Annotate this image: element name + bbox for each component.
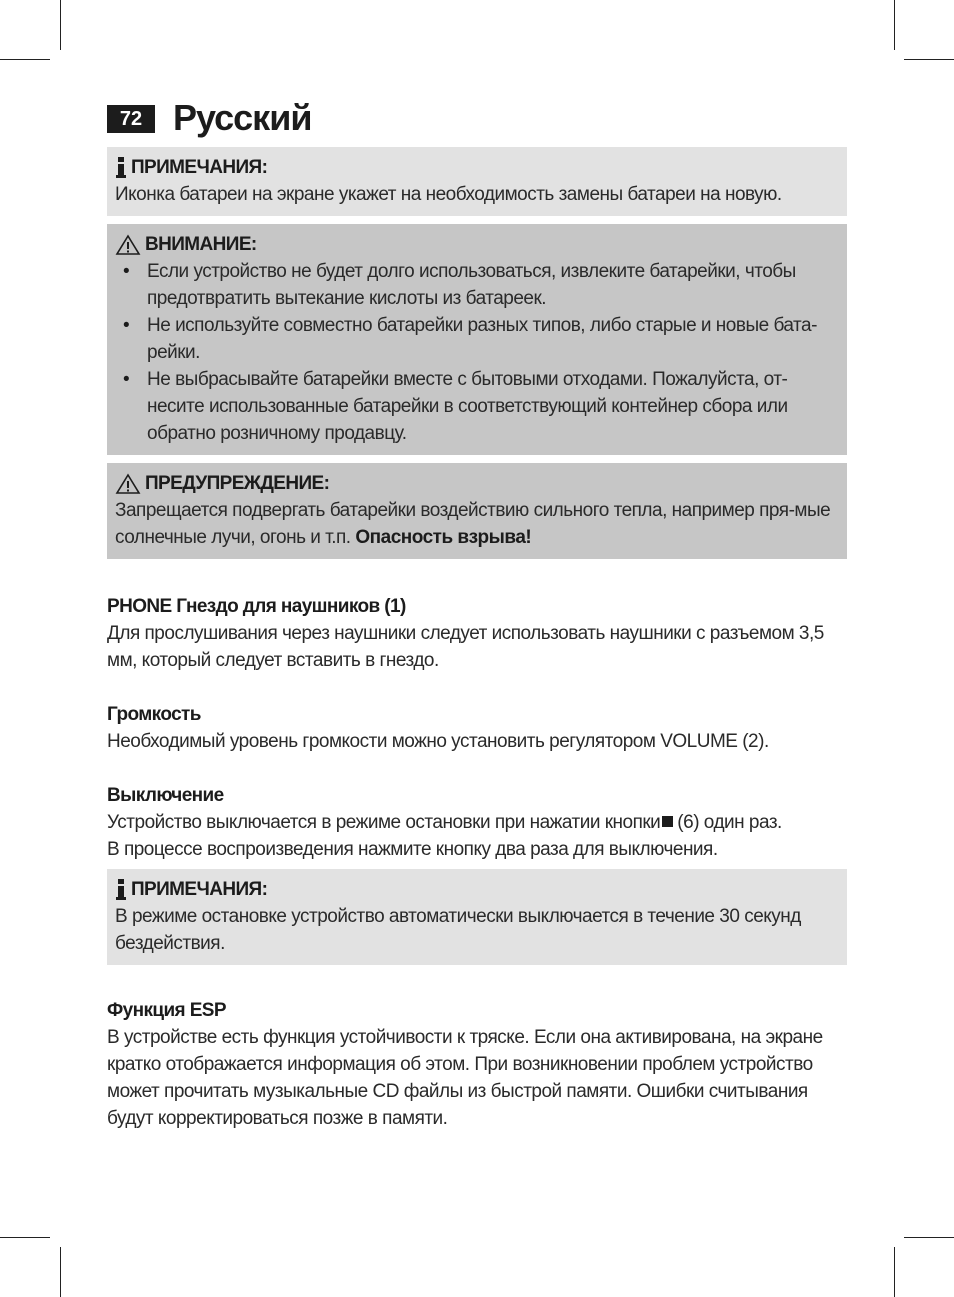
warning-text: [115, 497, 839, 551]
section-title: Функция ESP: [107, 1000, 226, 1021]
note-text: Иконка батареи на экране укажет на необходимость замены батареи на новую.: [115, 184, 782, 205]
shutdown-line1-end: (6) один раз.: [677, 812, 782, 833]
note-box: [107, 869, 847, 965]
note-text: В режиме остановке устройство автоматически выключается в течение 30 секунд бездействия.: [115, 906, 801, 954]
section-title: Выключение: [107, 785, 224, 806]
crop-mark: [0, 59, 50, 60]
warning-emphasis: Опасность взрыва!: [355, 527, 532, 548]
note-title: ПРИМЕЧАНИЯ:: [131, 157, 268, 178]
list-item: • Не выбрасывайте батарейки вместе с бытовыми отходами. Пожалуйста, от-несите использованные батарейки в соответствующий контейнер сбора или обратно розничному продавцу.: [115, 366, 839, 447]
page-title: Русский: [173, 97, 312, 138]
attention-list: [115, 258, 839, 447]
section-text: В процессе воспроизведения нажмите кнопку два раза для выключения.: [107, 839, 718, 860]
section-title: Громкость: [107, 704, 201, 725]
attention-box: [107, 224, 847, 455]
warning-triangle-icon: [115, 473, 141, 495]
stop-square-icon: [662, 816, 673, 827]
warning-title: ПРЕДУПРЕЖДЕНИЕ:: [145, 473, 330, 494]
shutdown-line1: Устройство выключается в режиме остановки при нажатии кнопки: [107, 812, 661, 833]
attention-title: ВНИМАНИЕ:: [145, 234, 257, 255]
volume-section: [107, 701, 847, 755]
section-title: PHONE Гнездо для наушников (1): [107, 596, 406, 617]
note-box: [107, 147, 847, 216]
note-title-row: [115, 877, 839, 903]
info-icon: [115, 157, 127, 179]
list-item: • Не используйте совместно батарейки разных типов, либо старые и новые бата-рейки.: [115, 312, 839, 366]
info-icon: [115, 879, 127, 901]
shutdown-section: [107, 782, 847, 863]
page-content: [107, 98, 847, 1132]
list-item: • Если устройство не будет долго использоваться, извлеките батарейки, чтобы предотвратить вытекание кислоты из батареек.: [115, 258, 839, 312]
section-text: Необходимый уровень громкости можно установить регулятором VOLUME (2).: [107, 731, 769, 752]
crop-mark: [904, 1237, 954, 1238]
section-text: [107, 809, 847, 836]
section-text: В устройстве есть функция устойчивости к тряске. Если она активирована, на экране кратко отображается информация об этом. При возникновении проблем устройство может прочитать музыкальные CD файлы из быстрой памяти. Ошибки считывания будут корректироваться позже в памяти.: [107, 1027, 823, 1129]
crop-mark: [904, 59, 954, 60]
phone-section: [107, 593, 847, 674]
crop-mark: [894, 0, 895, 50]
page-header: [107, 98, 847, 138]
warning-body: Запрещается подвергать батарейки воздействию сильного тепла, например пря-мые солнечные лучи, огонь и т.п.: [115, 500, 831, 548]
attention-title-row: [115, 232, 839, 258]
note-title-row: [115, 155, 839, 181]
crop-mark: [60, 0, 61, 50]
warning-triangle-icon: [115, 234, 141, 256]
warning-title-row: [115, 471, 839, 497]
note-title: ПРИМЕЧАНИЯ:: [131, 879, 268, 900]
crop-mark: [0, 1237, 50, 1238]
crop-mark: [60, 1247, 61, 1297]
section-text: Для прослушивания через наушники следует использовать наушники с разъемом 3,5 мм, который следует вставить в гнездо.: [107, 623, 824, 671]
crop-mark: [894, 1247, 895, 1297]
page-number: 72: [107, 105, 155, 133]
esp-section: [107, 997, 847, 1132]
warning-box: [107, 463, 847, 559]
